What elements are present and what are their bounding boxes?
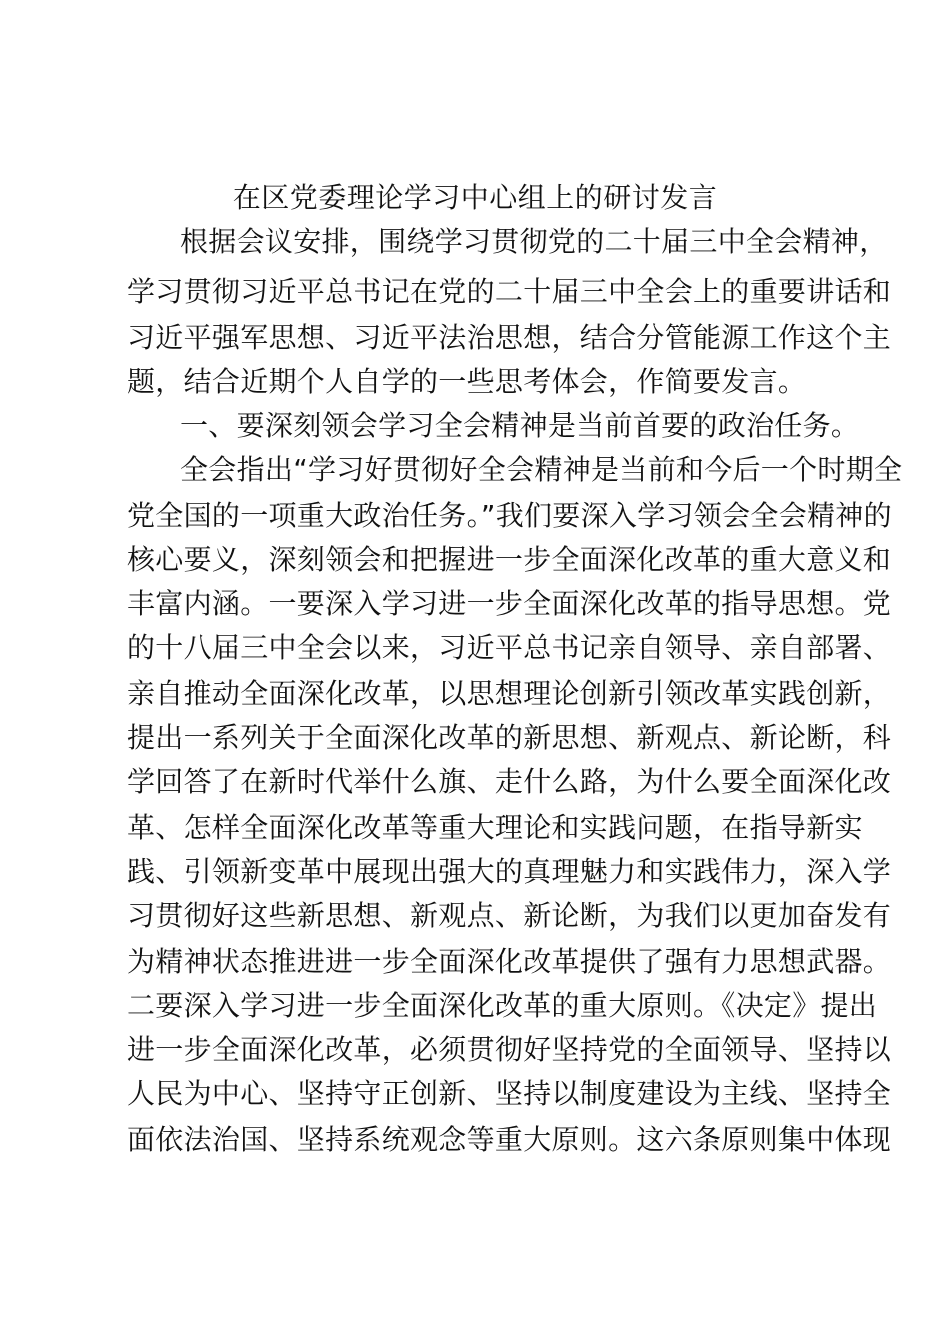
paragraph-line: 全会指出“学习好贯彻好全会精神是当前和今后一个时期全 [180, 453, 903, 486]
paragraph-line: 核心要义，深刻领会和把握进一步全面深化改革的重大意义和 [127, 543, 892, 576]
paragraph-line: 革、怎样全面深化改革等重大理论和实践问题，在指导新实 [127, 811, 863, 844]
paragraph-line: 根据会议安排，围绕学习贯彻党的二十届三中全会精神， [180, 225, 888, 258]
section-heading: 一、要深刻领会学习全会精神是当前首要的政治任务。 [180, 409, 860, 442]
paragraph-line: 亲自推动全面深化改革，以思想理论创新引领改革实践创新， [127, 677, 892, 710]
paragraph-line: 题，结合近期个人自学的一些思考体会，作简要发言。 [127, 365, 807, 398]
paragraph-line: 的十八届三中全会以来，习近平总书记亲自领导、亲自部署、 [127, 631, 892, 664]
paragraph-line: 提出一系列关于全面深化改革的新思想、新观点、新论断，科 [127, 721, 892, 754]
paragraph-line: 学回答了在新时代举什么旗、走什么路，为什么要全面深化改 [127, 765, 892, 798]
paragraph-line: 面依法治国、坚持系统观念等重大原则。这六条原则集中体现 [127, 1123, 892, 1156]
paragraph-line: 进一步全面深化改革，必须贯彻好坚持党的全面领导、坚持以 [127, 1033, 892, 1066]
paragraph-line: 丰富内涵。一要深入学习进一步全面深化改革的指导思想。党 [127, 587, 892, 620]
paragraph-line: 践、引领新变革中展现出强大的真理魅力和实践伟力，深入学 [127, 855, 892, 888]
paragraph-line: 为精神状态推进进一步全面深化改革提供了强有力思想武器。 [127, 945, 892, 978]
paragraph-line: 学习贯彻习近平总书记在党的二十届三中全会上的重要讲话和 [127, 275, 892, 308]
paragraph-line: 人民为中心、坚持守正创新、坚持以制度建设为主线、坚持全 [127, 1077, 892, 1110]
paragraph-line: 习近平强军思想、习近平法治思想，结合分管能源工作这个主 [127, 321, 892, 354]
paragraph-line: 二要深入学习进一步全面深化改革的重大原则。《决定》提出 [127, 989, 878, 1022]
document-title: 在区党委理论学习中心组上的研讨发言 [232, 181, 718, 214]
paragraph-line: 习贯彻好这些新思想、新观点、新论断，为我们以更加奋发有 [127, 899, 892, 932]
paragraph-line: 党全国的一项重大政治任务。”我们要深入学习领会全会精神的 [127, 499, 892, 532]
